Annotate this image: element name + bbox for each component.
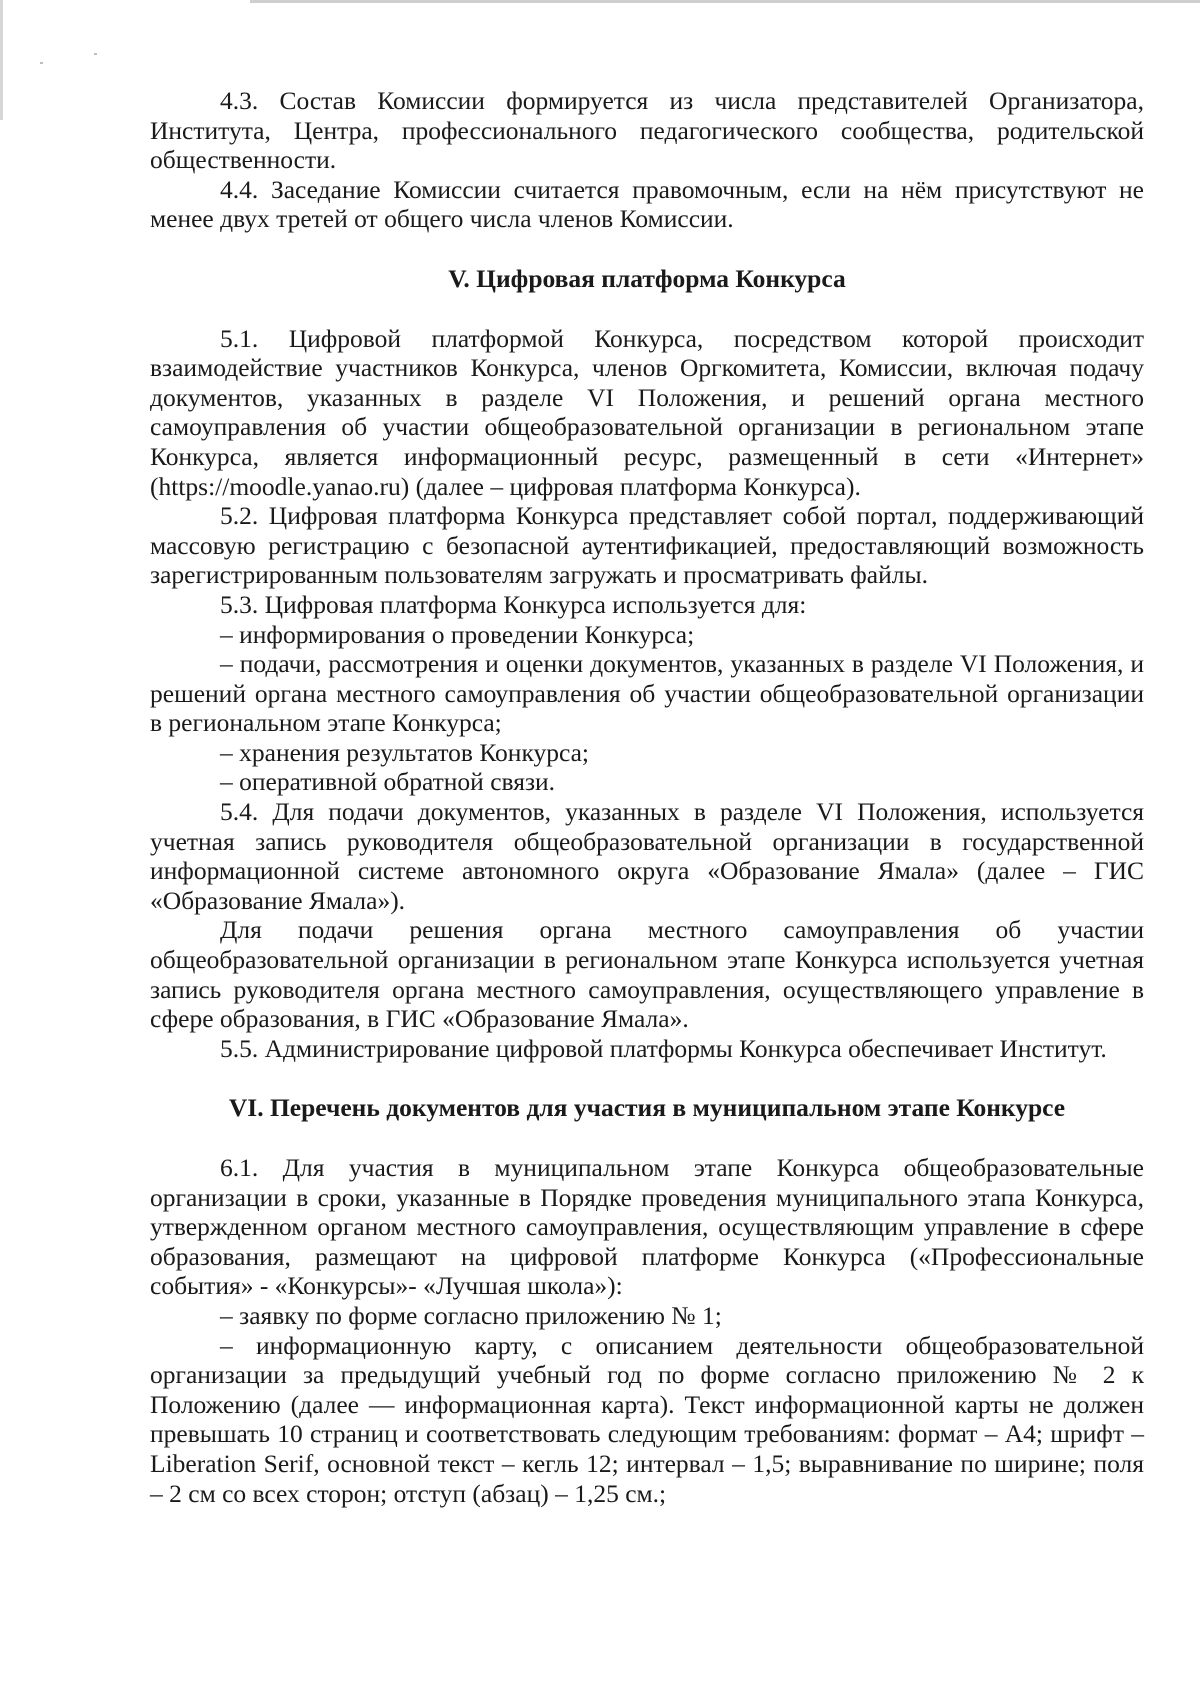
scan-edge-top	[250, 0, 1200, 3]
clause-5-2: 5.2. Цифровая платформа Конкурса представляет собой портал, поддерживающий массовую регистрацию с безопасной аутентификацией, предоставляющий возможность зарегистрированным пользователям загружать и просматривать файлы.	[150, 501, 1144, 590]
list-item: – информационную карту, с описанием деятельности общеобразовательной организации за предыдущий учебный год по форме согласно приложению № 2 к Положению (далее — информационная карта). Текст информационной карты не должен превышать 10 страниц и соответствовать следующим требованиям: формат – А4; шрифт – Liberation Serif, основной текст – кегль 12; интервал – 1,5; выравнивание по ширине; поля – 2 см со всех сторон; отступ (абзац) – 1,25 см.;	[150, 1330, 1144, 1508]
list-item: – информирования о проведении Конкурса;	[220, 619, 695, 649]
clause-4-3: 4.3. Состав Комиссии формируется из числа представителей Организатора, Института, Центра, профессионального педагогического сообщества, родительской общественности.	[150, 86, 1144, 175]
clause-6-1: 6.1. Для участия в муниципальном этапе Конкурса общеобразовательные организации в сроки, указанные в Порядке проведения муниципального этапа Конкурса, утвержденном органом местного самоуправления, осуществляющим управление в сфере образования, размещают на цифровой платформе Конкурса («Профессиональные события» - «Конкурсы»- «Лучшая школа»):	[150, 1153, 1144, 1301]
scan-edge-left	[0, 0, 3, 120]
scan-speck	[40, 62, 43, 64]
section-5-heading: V. Цифровая платформа Конкурса	[448, 263, 846, 293]
scan-speck	[94, 53, 97, 55]
list-item: – оперативной обратной связи.	[220, 767, 556, 797]
clause-5-5: 5.5. Администрирование цифровой платформы Конкурса обеспечивает Институт.	[220, 1033, 1107, 1063]
clause-5-1: 5.1. Цифровой платформой Конкурса, посредством которой происходит взаимодействие участников Конкурса, членов Оргкомитета, Комиссии, включая подачу документов, указанных в разделе VI Положения, и решений органа местного самоуправления об участии общеобразовательной организации в региональном этапе Конкурса, является информационный ресурс, размещенный в сети «Интернет» (https://moodle.yanao.ru) (далее – цифровая платформа Конкурса).	[150, 323, 1144, 501]
list-item: – подачи, рассмотрения и оценки документов, указанных в разделе VI Положения, и решений органа местного самоуправления об участии общеобразовательной организации в региональном этапе Конкурса;	[150, 649, 1144, 738]
clause-5-4: 5.4. Для подачи документов, указанных в разделе VI Положения, используется учетная запись руководителя общеобразовательной организации в государственной информационной системе автономного округа «Образование Ямала» (далее – ГИС «Образование Ямала»).	[150, 797, 1144, 915]
section-6-heading: VI. Перечень документов для участия в муниципальном этапе Конкурсе	[228, 1093, 1066, 1123]
document-body	[150, 86, 1144, 1508]
clause-5-4-continuation: Для подачи решения органа местного самоуправления об участии общеобразовательной организации в региональном этапе Конкурса используется учетная запись руководителя органа местного самоуправления, осуществляющего управление в сфере образования, в ГИС «Образование Ямала».	[150, 915, 1144, 1034]
clause-4-4: 4.4. Заседание Комиссии считается правомочным, если на нём присутствуют не менее двух третей от общего числа членов Комиссии.	[150, 174, 1144, 234]
list-item: – заявку по форме согласно приложению № 1;	[220, 1300, 722, 1330]
clause-5-3: 5.3. Цифровая платформа Конкурса используется для:	[220, 589, 807, 619]
list-item: – хранения результатов Конкурса;	[220, 737, 590, 767]
